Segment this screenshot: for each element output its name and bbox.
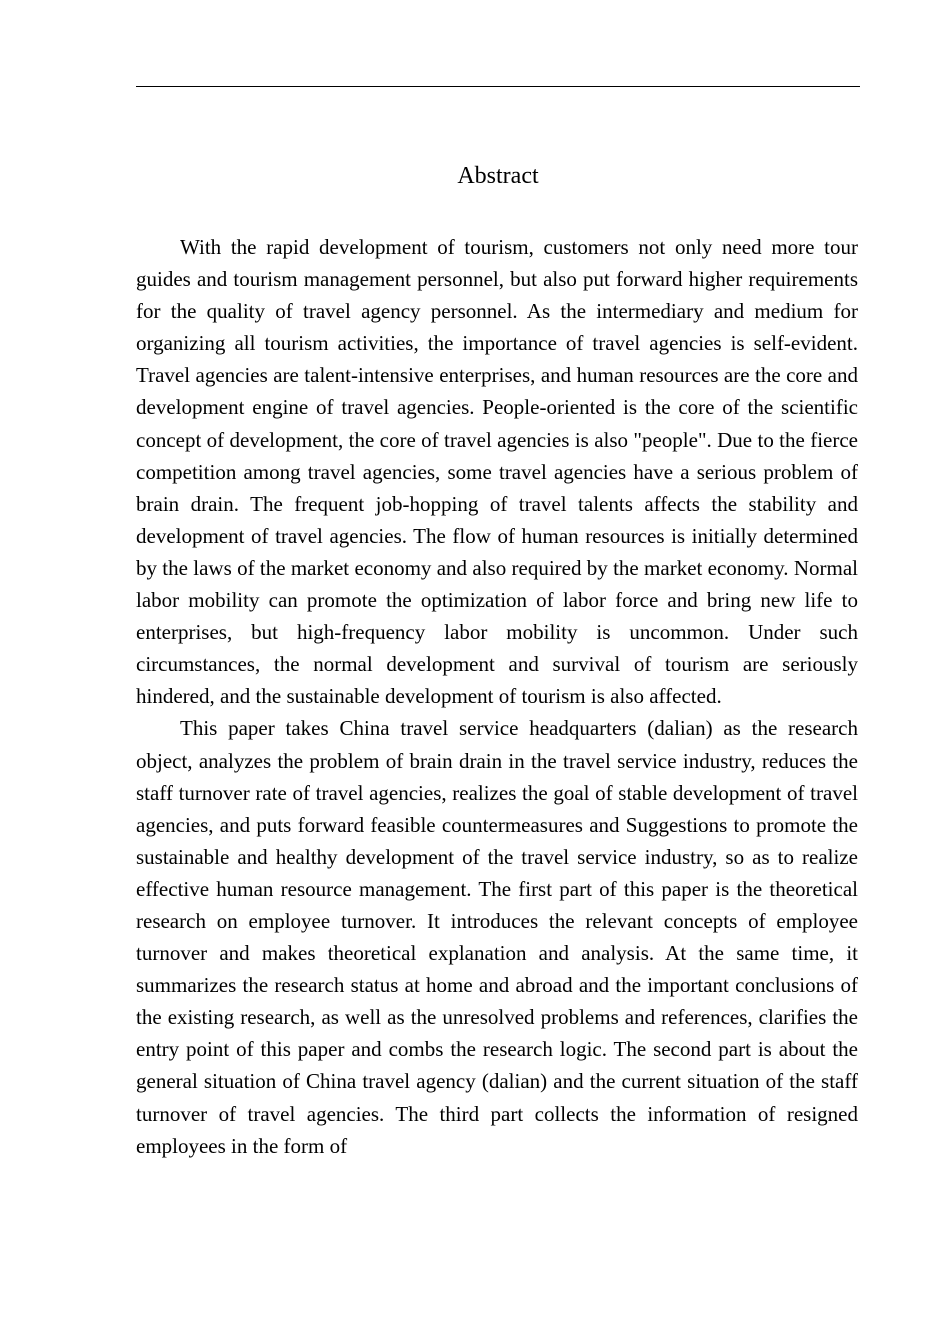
abstract-title: Abstract <box>457 163 539 189</box>
paragraph-1: With the rapid development of tourism, customers not only need more tour guides and tourism management personnel, but also put forward higher requirements for the quality of travel agency personnel. As the intermediary and medium for organizing all tourism activities, the importance of travel agencies is self-evident. Travel agencies are talent-intensive enterprises, and human resources are the core and development engine of travel agencies. People-oriented is the core of the scientific concept of development, the core of travel agencies is also "people". Due to the fierce competition among travel agencies, some travel agencies have a serious problem of brain drain. The frequent job-hopping of travel talents affects the stability and development of travel agencies. The flow of human resources is initially determined by the laws of the market economy and also required by the market economy. Normal labor mobility can promote the optimization of labor force and bring new life to enterprises, but high-frequency labor mobility is uncommon. Under such circumstances, the normal development and survival of tourism are seriously hindered, and the sustainable development of tourism is also affected. <box>136 235 858 709</box>
header-rule <box>136 86 860 87</box>
abstract-body <box>136 231 858 1162</box>
paragraph-2: This paper takes China travel service headquarters (dalian) as the research object, analyzes the problem of brain drain in the travel service industry, reduces the staff turnover rate of travel agencies, realizes the goal of stable development of travel agencies, and puts forward feasible countermeasures and Suggestions to promote the sustainable and healthy development of the travel service industry, so as to realize effective human resource management. The first part of this paper is the theoretical research on employee turnover. It introduces the relevant concepts of employee turnover and makes theoretical explanation and analysis. At the same time, it summarizes the research status at home and abroad and the important conclusions of the existing research, as well as the unresolved problems and references, clarifies the entry point of this paper and combs the research logic. The second part is about the general situation of China travel agency (dalian) and the current situation of the staff turnover of travel agencies. The third part collects the information of resigned employees in the form of <box>136 716 858 1158</box>
